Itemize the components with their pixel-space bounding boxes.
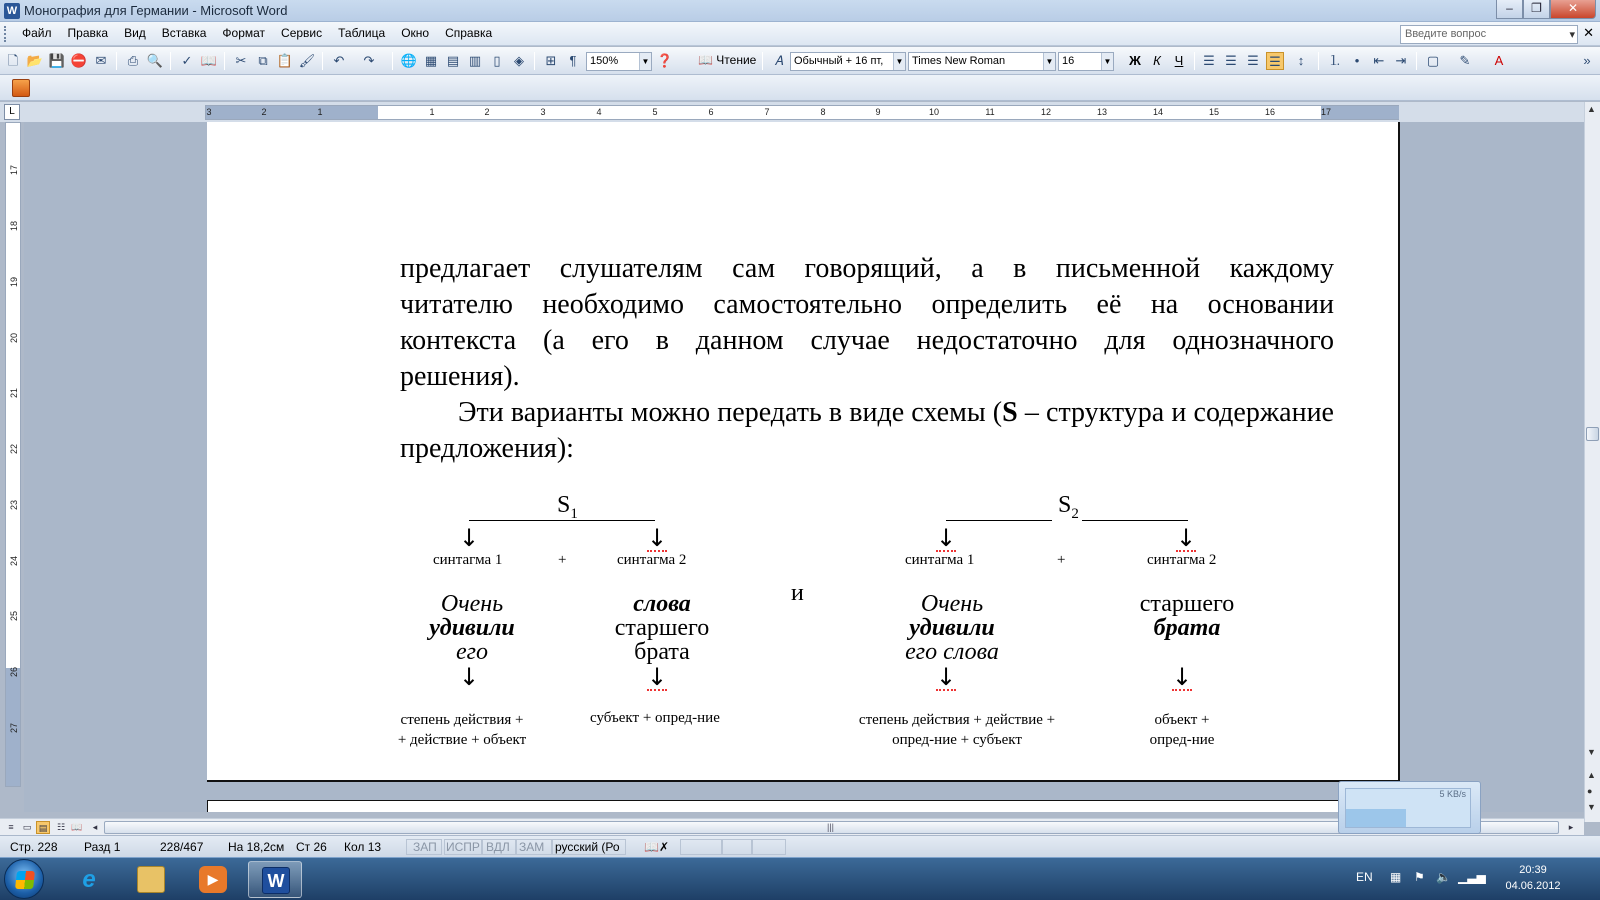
chevron-down-icon[interactable]: ▼ xyxy=(1101,53,1113,70)
phrase-word: Очень xyxy=(440,591,504,617)
book-icon: 📖 xyxy=(698,53,713,67)
vertical-scrollbar[interactable] xyxy=(1584,102,1600,822)
language-indicator[interactable]: EN xyxy=(1356,870,1373,884)
arrow-down-icon: ↓ xyxy=(647,663,668,691)
phrase-word: старшего xyxy=(1139,591,1235,617)
ruler-number: 2 xyxy=(261,107,267,117)
text-line: решения). xyxy=(400,361,520,392)
document-page[interactable] xyxy=(207,122,1400,782)
spelling-icon[interactable]: ✓ xyxy=(181,53,193,68)
web-view-icon[interactable]: ▭ xyxy=(22,822,32,832)
menu-items xyxy=(14,26,500,40)
ruler-number: 3 xyxy=(540,107,546,117)
underline xyxy=(1082,520,1188,521)
normal-view-icon[interactable]: ≡ xyxy=(8,822,14,832)
browse-object-icon[interactable]: ● xyxy=(1587,786,1593,796)
scroll-down-icon[interactable]: ▼ xyxy=(1587,747,1596,757)
bullets-icon[interactable]: • xyxy=(1354,53,1360,68)
scroll-left-icon[interactable]: ◂ xyxy=(92,822,98,832)
status-page[interactable]: Стр. 228 xyxy=(10,840,58,854)
vertical-ruler[interactable] xyxy=(5,122,21,787)
s1-subscript: 1 xyxy=(570,505,578,522)
font-size-select[interactable] xyxy=(1058,52,1114,71)
ruler-number: 10 xyxy=(928,107,940,117)
ruler-number: 12 xyxy=(1040,107,1052,117)
underline-icon[interactable]: Ч xyxy=(1174,53,1184,68)
print-layout-icon[interactable]: ▤ xyxy=(36,821,50,834)
menu-format[interactable]: Формат xyxy=(222,26,266,40)
status-position[interactable]: На 18,2см xyxy=(228,840,285,854)
align-right-icon[interactable]: ☰ xyxy=(1247,53,1259,68)
s2-letter: S xyxy=(1058,492,1072,518)
menu-help[interactable]: Справка xyxy=(445,26,493,40)
document-close-icon[interactable]: ✕ xyxy=(1583,25,1594,40)
clock-time: 20:39 xyxy=(1519,864,1547,876)
status-record[interactable]: ЗАП xyxy=(413,840,437,854)
phrase-word: старшего xyxy=(614,615,710,641)
description-line: объект + xyxy=(1154,712,1210,728)
extra-toolbar xyxy=(0,75,1600,101)
cut-icon[interactable]: ✂ xyxy=(235,53,247,68)
phrase-word: брата xyxy=(1153,615,1221,641)
research-icon[interactable]: 📖 xyxy=(200,53,218,68)
menu-file[interactable]: Файл xyxy=(22,26,52,40)
arrow-down-icon: ↓ xyxy=(936,524,957,552)
ruler-number: 11 xyxy=(985,107,995,117)
plus-sign: + xyxy=(1057,552,1066,568)
menu-window[interactable]: Окно xyxy=(401,26,430,40)
clock[interactable] xyxy=(1498,862,1568,894)
phrase-block xyxy=(1122,592,1252,640)
arrow-down-icon: ↓ xyxy=(936,663,957,691)
ruler-number: 17 xyxy=(9,165,19,176)
ruler-number: 4 xyxy=(596,107,602,117)
previous-page-icon[interactable]: ▲ xyxy=(1587,770,1596,780)
style-select[interactable] xyxy=(790,52,906,71)
scroll-up-icon[interactable]: ▲ xyxy=(1587,104,1596,114)
phrase-block xyxy=(887,592,1017,664)
word-icon: W xyxy=(262,867,290,894)
format-painter-icon[interactable]: 🖌 xyxy=(298,53,316,68)
tables-borders-icon[interactable]: ▦ xyxy=(424,53,438,68)
help-placeholder: Введите вопрос xyxy=(1405,28,1487,40)
ruler-number: 24 xyxy=(9,556,19,567)
start-button[interactable] xyxy=(4,859,44,899)
ruler-number: 19 xyxy=(9,277,19,288)
ruler-row xyxy=(0,102,1600,122)
ruler-number: 22 xyxy=(9,444,19,455)
status-overtype[interactable]: ЗАМ xyxy=(519,840,545,854)
description-line: опред-ние + субъект xyxy=(892,732,1022,748)
taskbar xyxy=(0,857,1600,900)
description-line: степень действия + xyxy=(400,712,524,728)
arrow-down-icon: ↓ xyxy=(459,524,480,552)
menu-edit[interactable]: Правка xyxy=(67,26,109,40)
taskbar-explorer[interactable] xyxy=(124,861,178,898)
folder-icon xyxy=(137,866,165,893)
status-section[interactable]: Разд 1 xyxy=(84,840,121,854)
paste-icon[interactable]: 📋 xyxy=(276,53,294,68)
syntagm-label: синтагма 2 xyxy=(617,552,687,568)
paragraph-text: Эти варианты можно передать в виде схемы ( xyxy=(458,397,1003,428)
zoom-value: 150% xyxy=(590,55,619,67)
description-block xyxy=(377,710,547,750)
highlight-icon[interactable]: ✎ xyxy=(1459,53,1471,68)
font-value: Times New Roman xyxy=(912,55,1006,67)
ruler-number: 18 xyxy=(9,221,19,232)
menu-bar xyxy=(0,22,1600,46)
reading-view-icon[interactable]: 📖 xyxy=(71,822,83,832)
network-meter-widget[interactable] xyxy=(1338,781,1481,834)
chevron-down-icon[interactable]: ▾ xyxy=(1569,29,1575,41)
description-line: степень действия + действие + xyxy=(858,712,1056,728)
paragraph-text: – структура и содержание предложения): xyxy=(400,397,1334,464)
outline-view-icon[interactable]: ☷ xyxy=(56,822,66,832)
word-app-icon[interactable]: W xyxy=(4,3,20,19)
ruler-number: 6 xyxy=(708,107,714,117)
horizontal-ruler[interactable] xyxy=(205,105,1399,120)
phrase-word: Очень xyxy=(920,591,984,617)
chevron-down-icon[interactable]: ▼ xyxy=(639,53,651,70)
undo-icon[interactable]: ↶ xyxy=(333,53,345,68)
next-page[interactable] xyxy=(207,800,1400,812)
ruler-number: 9 xyxy=(875,107,881,117)
ruler-number: 21 xyxy=(9,388,19,399)
description-line: субъект + опред-ние xyxy=(590,710,720,726)
network-bar xyxy=(1346,809,1406,827)
align-left-icon[interactable]: ☰ xyxy=(1203,53,1215,68)
clock-date: 04.06.2012 xyxy=(1505,880,1561,892)
network-speed: 5 KB/s xyxy=(1439,789,1466,799)
new-document-icon[interactable]: 🗋 xyxy=(7,53,19,68)
help-icon[interactable]: ❓ xyxy=(656,53,674,68)
status-column[interactable]: Кол 13 xyxy=(344,840,382,854)
phrase-block xyxy=(417,592,527,664)
phrase-word: его xyxy=(455,639,488,665)
ruler-number: 15 xyxy=(1208,107,1220,117)
description-block xyxy=(839,710,1075,750)
taskbar-media-player[interactable] xyxy=(186,861,240,898)
document-map-icon[interactable]: ⊞ xyxy=(545,53,557,68)
line-spacing-icon[interactable]: ↕ xyxy=(1297,53,1305,68)
copy-icon[interactable]: ⧉ xyxy=(258,53,268,68)
arrow-down-icon: ↓ xyxy=(1176,524,1197,552)
ruler-number: 7 xyxy=(764,107,770,117)
styles-icon[interactable]: 𝐴 xyxy=(774,53,784,68)
window-title: Монография для Германии - Microsoft Word xyxy=(24,3,288,18)
window-controls xyxy=(1496,0,1596,19)
menu-tools[interactable]: Сервис xyxy=(281,26,323,40)
zoom-select[interactable] xyxy=(586,52,652,71)
status-pages[interactable]: 228/467 xyxy=(160,840,204,854)
scroll-grip-icon: ||| xyxy=(827,822,835,832)
reading-mode-button[interactable] xyxy=(694,52,760,71)
standard-toolbar xyxy=(0,47,1600,75)
arrow-down-icon: ↓ xyxy=(459,663,480,691)
addin-icon[interactable] xyxy=(12,79,30,97)
insert-table-icon[interactable]: ▤ xyxy=(446,53,460,68)
ruler-number: 16 xyxy=(1264,107,1276,117)
email-icon[interactable]: ✉ xyxy=(95,53,107,68)
borders-icon[interactable]: ▢ xyxy=(1426,53,1440,68)
syntagm-label: синтагма 1 xyxy=(433,552,503,568)
spelling-status-icon[interactable]: 📖✗ xyxy=(644,840,669,854)
minimize-button[interactable]: – xyxy=(1496,0,1523,19)
description-line: + действие + объект xyxy=(397,732,527,748)
save-icon[interactable]: 💾 xyxy=(48,53,66,68)
show-marks-icon[interactable]: ¶ xyxy=(569,53,577,68)
close-button[interactable]: ✕ xyxy=(1550,0,1596,19)
open-folder-icon[interactable]: 📂 xyxy=(26,53,44,68)
arrow-down-icon: ↓ xyxy=(647,524,668,552)
ruler-number: 1 xyxy=(429,107,435,117)
phrase-word: удивили xyxy=(909,615,995,641)
taskbar-ie[interactable] xyxy=(62,861,116,898)
redo-icon[interactable]: ↷ xyxy=(363,53,375,68)
print-preview-icon[interactable]: 🔍 xyxy=(146,53,164,68)
network-tray-icon[interactable]: ▦ xyxy=(1390,870,1402,884)
status-extend[interactable]: ВДЛ xyxy=(486,840,510,854)
style-value: Обычный + 16 пт, xyxy=(794,55,884,67)
tab-selector[interactable]: L xyxy=(4,104,20,120)
ruler-number: 25 xyxy=(9,611,19,622)
flag-tray-icon[interactable]: ⚑ xyxy=(1414,870,1425,884)
arrow-down-icon: ↓ xyxy=(1172,663,1193,691)
media-player-icon: ▶ xyxy=(199,866,227,893)
status-line[interactable]: Ст 26 xyxy=(296,840,327,854)
s1-label xyxy=(557,492,578,523)
ruler-number: 14 xyxy=(1152,107,1164,117)
help-question-input[interactable] xyxy=(1400,25,1578,44)
ruler-number: 27 xyxy=(9,723,19,734)
signal-tray-icon[interactable]: ▁▃▅ xyxy=(1458,870,1486,884)
phrase-word: брата xyxy=(634,639,690,665)
scroll-right-icon[interactable]: ▸ xyxy=(1568,822,1574,832)
phrase-word: слова xyxy=(633,591,691,617)
print-icon[interactable]: ⎙ xyxy=(127,53,139,68)
status-bar xyxy=(0,835,1600,857)
justify-icon[interactable]: ☰ xyxy=(1266,52,1284,70)
font-size-value: 16 xyxy=(1062,55,1075,67)
bold-icon[interactable]: Ж xyxy=(1129,53,1141,68)
ruler-number: 17 xyxy=(1320,107,1332,117)
paragraph-bold: S xyxy=(1002,397,1018,428)
ruler-number: 13 xyxy=(1096,107,1108,117)
toolbar-options-icon[interactable]: » xyxy=(1583,53,1591,68)
font-select[interactable] xyxy=(908,52,1056,71)
syntagm-label: синтагма 2 xyxy=(1147,552,1217,568)
font-color-icon[interactable]: A xyxy=(1494,53,1504,68)
phrase-word: удивили xyxy=(429,615,515,641)
ruler-number: 2 xyxy=(484,107,490,117)
menu-insert[interactable]: Вставка xyxy=(161,26,207,40)
italic-icon[interactable]: К xyxy=(1153,53,1161,68)
ruler-number: 23 xyxy=(9,500,19,511)
numbering-icon[interactable]: ⒈ xyxy=(1328,53,1342,68)
syntagm-label: синтагма 1 xyxy=(905,552,975,568)
s2-subscript: 2 xyxy=(1071,505,1079,522)
chevron-down-icon[interactable]: ▼ xyxy=(1043,53,1055,70)
ruler-number: 8 xyxy=(820,107,826,117)
s2-label xyxy=(1058,492,1079,523)
volume-tray-icon[interactable]: 🔈 xyxy=(1436,870,1451,884)
decrease-indent-icon[interactable]: ⇤ xyxy=(1373,53,1385,68)
text-line: читателю необходимо самостоятельно определить её на основании xyxy=(400,289,1334,320)
plus-sign: + xyxy=(558,552,567,568)
scroll-thumb[interactable] xyxy=(1586,427,1599,441)
status-track-changes[interactable]: ИСПР xyxy=(446,840,480,854)
status-language[interactable]: русский (Ро xyxy=(555,840,620,854)
description-line: опред-ние xyxy=(1149,732,1215,748)
columns-icon[interactable]: ▯ xyxy=(493,53,501,68)
chevron-down-icon[interactable]: ▼ xyxy=(893,53,905,70)
windows-logo-icon xyxy=(15,871,35,889)
align-center-icon[interactable]: ☰ xyxy=(1225,53,1237,68)
reading-label: Чтение xyxy=(716,53,757,67)
drawing-icon[interactable]: ◈ xyxy=(514,53,524,68)
and-conjunction: и xyxy=(791,580,804,606)
s1-letter: S xyxy=(557,492,571,518)
menu-table[interactable]: Таблица xyxy=(338,26,386,40)
internet-explorer-icon: e xyxy=(82,866,96,893)
underline xyxy=(946,520,1052,521)
ruler-number: 3 xyxy=(206,107,212,117)
ruler-number: 1 xyxy=(317,107,323,117)
permission-icon[interactable]: ⛔ xyxy=(70,53,88,68)
text-line: контекста (а его в данном случае недостаточно для однозначного xyxy=(400,325,1334,356)
next-page-icon[interactable]: ▼ xyxy=(1587,802,1596,812)
scheme-diagram xyxy=(207,122,1400,782)
menu-view[interactable]: Вид xyxy=(124,26,146,40)
increase-indent-icon[interactable]: ⇥ xyxy=(1395,53,1407,68)
description-block xyxy=(1127,710,1237,750)
maximize-button[interactable]: ❐ xyxy=(1523,0,1550,19)
phrase-word: его слова xyxy=(905,639,999,665)
phrase-block xyxy=(602,592,722,664)
menu-grip[interactable] xyxy=(4,26,9,42)
ruler-number: 20 xyxy=(9,333,19,344)
ruler-number: 26 xyxy=(9,667,19,678)
ruler-number: 5 xyxy=(652,107,658,117)
insert-excel-icon[interactable]: ▥ xyxy=(468,53,482,68)
document-area xyxy=(24,122,1584,812)
taskbar-word[interactable] xyxy=(248,861,302,898)
hyperlink-icon[interactable]: 🌐 xyxy=(400,53,418,68)
text-line: предлагает слушателям сам говорящий, а в письменной каждому xyxy=(400,253,1334,284)
title-bar xyxy=(0,0,1600,22)
